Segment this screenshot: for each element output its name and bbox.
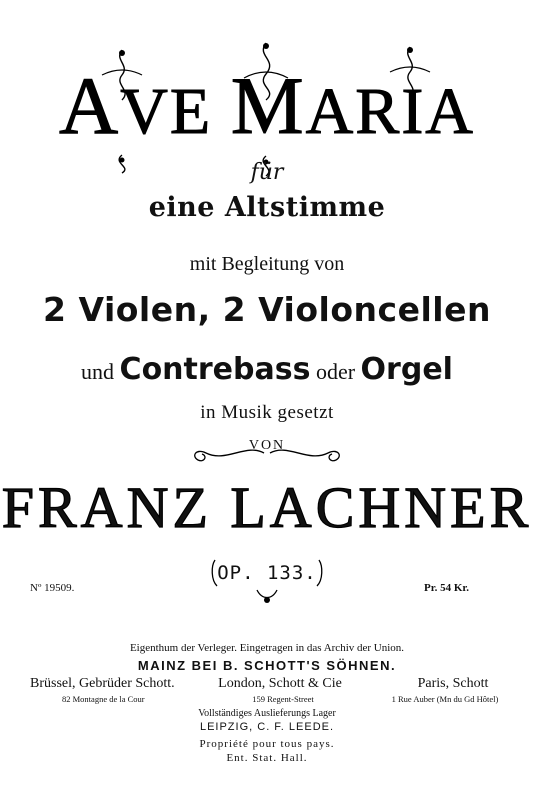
voice-line: eine Altstimme xyxy=(148,192,386,223)
instruments-line: 2 Violen, 2 Violoncellen xyxy=(43,290,491,329)
title-initial-a: A xyxy=(59,60,121,151)
page-title xyxy=(0,56,534,156)
title-ve: VE xyxy=(120,75,231,148)
von-label: VON xyxy=(248,438,286,453)
und-text: und xyxy=(81,359,120,384)
main-publisher: MAINZ BEI B. SCHOTT'S SÖHNEN. xyxy=(137,658,397,673)
brussels-address: 82 Montagne de la Cour xyxy=(62,694,145,704)
price-label: Pr. 54 Kr. xyxy=(424,582,470,594)
plate-number: Nº 19509. xyxy=(30,582,75,594)
brussels-publisher: Brüssel, Gebrüder Schott. xyxy=(30,676,175,691)
depot-line: Vollständiges Auslieferungs Lager xyxy=(198,708,336,719)
orgel-text: Orgel xyxy=(360,352,453,387)
contrebass-text: Contrebass xyxy=(119,352,311,387)
oder-text: oder xyxy=(310,359,361,384)
paris-publisher: Paris, Schott xyxy=(417,676,489,691)
accompaniment-line: mit Begleitung von xyxy=(189,253,345,275)
property-line: Propriété pour tous pays. xyxy=(199,738,335,750)
title-initial-m: M xyxy=(230,60,306,151)
opus-number: OP. 133. xyxy=(217,562,317,584)
rights-line: Eigenthum der Verleger. Eingetragen in das Archiv der Union. xyxy=(129,642,405,654)
bass-organ-line xyxy=(0,352,534,387)
entstat-line: Ent. Stat. Hall. xyxy=(226,752,308,764)
leipzig-line: LEIPZIG, C. F. LEEDE. xyxy=(199,721,335,733)
title-aria: ARIA xyxy=(305,75,475,148)
composer-name: FRANZ LACHNER xyxy=(1,475,533,540)
set-to-music-line: in Musik gesetzt xyxy=(200,402,334,423)
fuer-label: für xyxy=(250,160,284,185)
paris-address: 1 Rue Auber (Mn du Gd Hôtel) xyxy=(391,694,499,704)
london-publisher: London, Schott & Cie xyxy=(218,676,342,691)
london-address: 159 Regent-Street xyxy=(252,694,314,704)
